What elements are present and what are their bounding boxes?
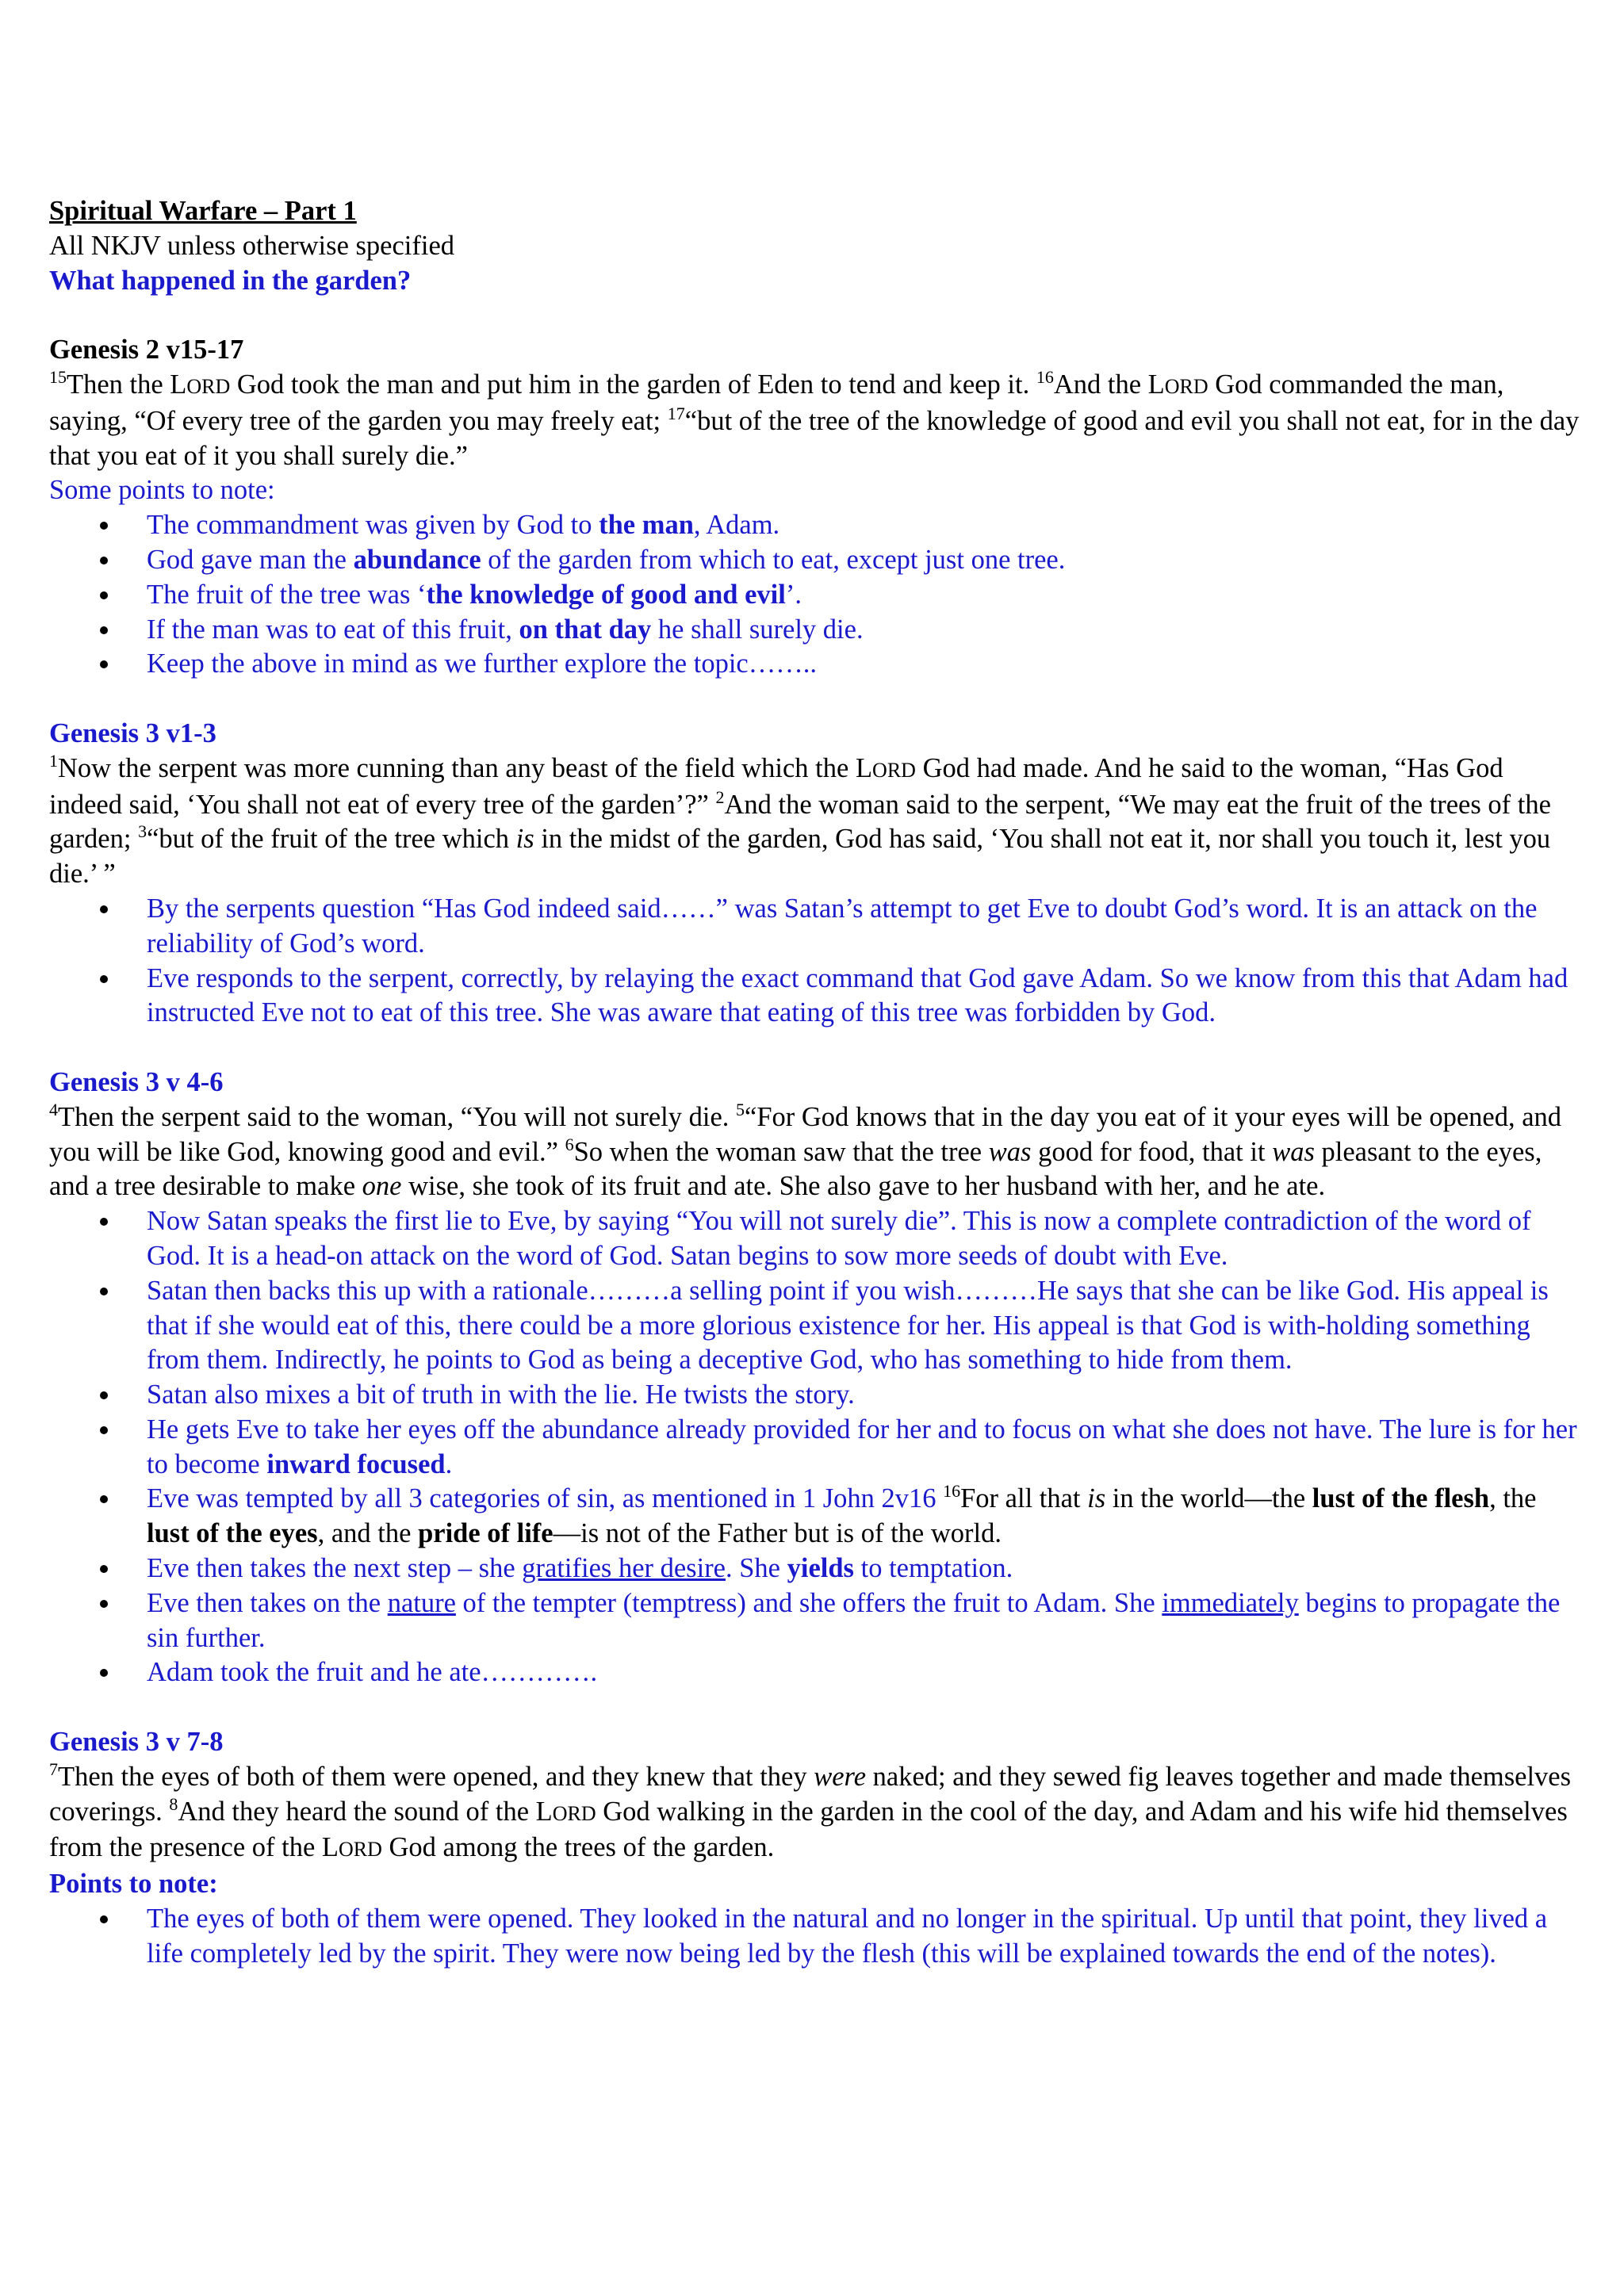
- list-item: Eve responds to the serpent, correctly, by relaying the exact command that God gave Adam. So we know from this that Adam had instructed Eve not to eat of this tree. She was aware that eating of this tree was forbidden by God.: [49, 962, 1580, 1031]
- verse-number: 8: [169, 1793, 178, 1814]
- notes-label: Points to note:: [49, 1869, 218, 1900]
- verse-number: 17: [667, 403, 685, 423]
- spacer: [49, 1031, 1580, 1066]
- notes-list: [49, 892, 1580, 1031]
- notes-label: Some points to note:: [49, 475, 275, 506]
- notes-list: [49, 508, 1580, 682]
- list-item: If the man was to eat of this fruit, on that day he shall surely die.: [49, 613, 1580, 648]
- document-title: Spiritual Warfare – Part 1: [49, 196, 357, 226]
- verse-number: 15: [49, 366, 67, 387]
- verse-number: 3: [138, 821, 147, 842]
- list-item: Keep the above in mind as we further explore the topic……..: [49, 647, 1580, 682]
- list-item: Adam took the fruit and he ate………….: [49, 1655, 1580, 1690]
- list-item: By the serpents question “Has God indeed said……” was Satan’s attempt to get Eve to doubt God’s word. It is an attack on the reliability of God’s word.: [49, 892, 1580, 962]
- list-item: Eve was tempted by all 3 categories of sin, as mentioned in 1 John 2v16 $^{16}$For all that is in the world—the lust of the flesh, the lust of the eyes, and the pride of life—is not of the Father but is of the world.: [49, 1482, 1580, 1552]
- notes-list: [49, 1902, 1580, 1972]
- list-item: Satan also mixes a bit of truth in with the lie. He twists the story.: [49, 1378, 1580, 1413]
- verse-number: 2: [715, 786, 725, 807]
- verse-number: 16: [1036, 366, 1054, 387]
- notes-list: [49, 1204, 1580, 1690]
- list-item: Eve then takes on the nature of the tempter (temptress) and she offers the fruit to Adam. She immediately begins to propagate the sin further.: [49, 1586, 1580, 1656]
- list-item: The commandment was given by God to the man, Adam.: [49, 508, 1580, 543]
- list-item: Now Satan speaks the first lie to Eve, by saying “You will not surely die”. This is now a complete contradiction of the word of God. It is a head-on attack on the word of God. Satan begins to sow more seeds of doubt with Eve.: [49, 1204, 1580, 1274]
- scripture-heading-genesis-3-1: Genesis 3 v1-3: [49, 718, 216, 748]
- verse-number: 4: [49, 1099, 58, 1119]
- scripture-heading-genesis-3-7: Genesis 3 v 7-8: [49, 1727, 224, 1758]
- list-item: Eve then takes the next step – she gratifies her desire. She yields to temptation.: [49, 1552, 1580, 1586]
- scripture-heading-genesis-3-4: Genesis 3 v 4-6: [49, 1066, 224, 1097]
- scripture-text-genesis-2: $^{15}$Then the LORD God took the man and put him in the garden of Eden to tend and keep it. $^{16}$And the LORD God commanded the man, saying, “Of every tree of the garden you may freely eat; $^{17}$“but of the tree of the knowledge of good and evil you shall not eat, for in the day that you eat of it you shall surely die.”: [49, 366, 1580, 471]
- spacer: [49, 298, 1580, 333]
- list-item: Satan then backs this up with a rationale………a selling point if you wish………He says that she can be like God. His appeal is that if she would eat of this, there could be a more glorious existence for her. His appeal is that God is with-holding something from them. Indirectly, he points to God as being a deceptive God, who has something to hide from them.: [49, 1274, 1580, 1378]
- verse-number: 6: [565, 1134, 574, 1154]
- verse-number: 16: [943, 1481, 961, 1502]
- verse-number: 7: [49, 1758, 58, 1779]
- list-item: The eyes of both of them were opened. They looked in the natural and no longer in the spiritual. Up until that point, they lived a life completely led by the spirit. They were now being led by the flesh (this will be explained towards the end of the notes).: [49, 1902, 1580, 1972]
- list-item: He gets Eve to take her eyes off the abundance already provided for her and to focus on what she does not have. The lure is for her to become inward focused.: [49, 1413, 1580, 1483]
- list-item: God gave man the abundance of the garden from which to eat, except just one tree.: [49, 543, 1580, 578]
- scripture-text-genesis-3-1: $^1$Now the serpent was more cunning than any beast of the field which the LORD God had made. And he said to the woman, “Has God indeed said, ‘You shall not eat of every tree of the garden’?” $^2$And the woman said to the serpent, “We may eat the fruit of the trees of the garden; $^3$“but of the fruit of the tree which is in the midst of the garden, God has said, ‘You shall not eat it, nor shall you touch it, lest you die.’ ”: [49, 750, 1551, 890]
- scripture-text-genesis-3-7: $^7$Then the eyes of both of them were opened, and they knew that they were naked; and they sewed fig leaves together and made themselves coverings. $^8$And they heard the sound of the LORD God walking in the garden in the cool of the day, and Adam and his wife hid themselves from the presence of the LORD God among the trees of the garden.: [49, 1758, 1572, 1863]
- verse-number: 1: [49, 750, 58, 771]
- spacer: [49, 682, 1580, 717]
- document-subtitle: All NKJV unless otherwise specified: [49, 230, 455, 261]
- scripture-heading-genesis-2: Genesis 2 v15-17: [49, 335, 244, 365]
- spacer: [49, 1690, 1580, 1725]
- scripture-text-genesis-3-4: $^4$Then the serpent said to the woman, “You will not surely die. $^5$“For God knows that in the day you eat of it your eyes will be opened, and you will be like God, knowing good and evil.” $^6$So when the woman saw that the tree was good for food, that it was pleasant to the eyes, and a tree desirable to make one wise, she took of its fruit and ate. She also gave to her husband with her, and he ate.: [49, 1099, 1562, 1202]
- section-question: What happened in the garden?: [49, 265, 412, 296]
- verse-number: 5: [736, 1099, 745, 1119]
- document-page: [49, 194, 1580, 1972]
- list-item: The fruit of the tree was ‘the knowledge of good and evil’.: [49, 578, 1580, 613]
